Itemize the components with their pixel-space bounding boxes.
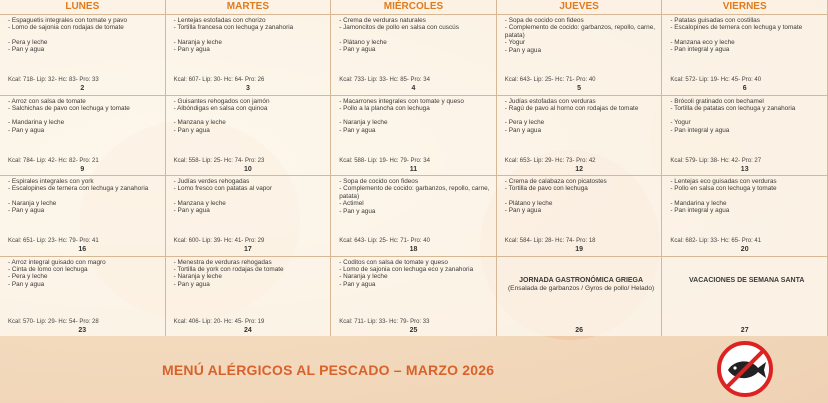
menu-item: - Manzana y leche — [173, 119, 226, 127]
menu-item: - Pan y agua — [173, 126, 210, 134]
menu-item: - Pan y agua — [8, 207, 45, 215]
menu-day-cell — [497, 256, 663, 337]
menu-item: - Mandarina y leche — [8, 119, 65, 127]
menu-title: MENÚ ALÉRGICOS AL PESCADO – MARZO 2026 — [162, 362, 495, 378]
day-header: JUEVES — [497, 0, 663, 14]
menu-item: - Escalopines de ternera con lechuga y zanahoria — [8, 185, 149, 193]
day-number: 11 — [409, 165, 418, 173]
menu-item: - Tortilla de pavo con lechuga — [504, 185, 588, 193]
menu-item: - Sopa de cocido con fideos — [504, 17, 584, 24]
day-number: 20 — [740, 246, 749, 254]
menu-item: - Pan y agua — [504, 207, 542, 215]
nutrition-info: Kcal: 579- Lip: 38- Hc: 42- Pro: 27 — [670, 157, 762, 164]
menu-day-cell — [662, 256, 828, 337]
nutrition-info: Kcal: 733- Lip: 33- Hc: 85- Pro: 34 — [339, 77, 430, 84]
day-number: 12 — [575, 165, 583, 173]
nutrition-info: Kcal: 406- Lip: 20- Hc: 45- Pro: 19 — [173, 318, 265, 325]
day-header: LUNES — [0, 0, 166, 14]
menu-day-cell — [497, 175, 663, 256]
menu-day-cell — [662, 95, 828, 176]
special-event-title: JORNADA GASTRONÓMICA GRIEGA — [519, 276, 644, 284]
menu-item: - Arroz integral guisado con magro — [8, 258, 106, 266]
menu-day-cell — [0, 95, 166, 176]
spacer — [670, 112, 823, 119]
spacer — [8, 193, 161, 200]
menu-item: - Espirales integrales con york — [8, 178, 94, 185]
menu-day-cell — [166, 256, 332, 337]
spacer — [8, 112, 161, 119]
menu-item: - Macarrones integrales con tomate y queso — [339, 97, 464, 105]
menu-item: - Tortilla de york con rodajas de tomate — [173, 265, 284, 273]
nutrition-info: Kcal: 718- Lip: 32- Hc: 83- Pro: 33 — [8, 77, 99, 84]
day-number: 9 — [80, 165, 85, 173]
nutrition-info: Kcal: 682- Lip: 33- Hc: 65- Pro: 41 — [670, 238, 762, 245]
menu-item: - Menestra de verduras rehogadas — [173, 258, 272, 266]
nutrition-info: Kcal: 653- Lip: 29- Hc: 73- Pro: 42 — [504, 157, 596, 164]
menu-item: - Plátano y leche — [339, 38, 387, 46]
menu-day-cell — [662, 175, 828, 256]
day-number: 2 — [80, 85, 85, 93]
menu-item: - Escalopines de ternera con lechuga y tomate — [670, 24, 803, 32]
nutrition-info: Kcal: 584- Lip: 28- Hc: 74- Pro: 18 — [504, 238, 596, 245]
menu-day-cell — [331, 256, 497, 337]
spacer — [174, 32, 327, 39]
menu-item: - Pan y agua — [504, 126, 542, 134]
menu-day-cell — [166, 175, 332, 256]
menu-day-cell — [166, 95, 332, 176]
menu-item: - Manzana eco y leche — [670, 38, 735, 46]
menu-item: - Pera y leche — [504, 119, 545, 127]
spacer — [505, 193, 658, 200]
menu-item: - Plátano y leche — [504, 199, 553, 207]
menu-item: - Sopa de cocido con fideos — [339, 178, 419, 185]
menu-item: - Pan integral y agua — [670, 126, 730, 134]
menu-item: - Pan y agua — [339, 280, 376, 288]
menu-item: - Judías verdes rehogadas — [173, 178, 250, 185]
day-header: MIÉRCOLES — [331, 0, 497, 14]
menu-day-cell — [0, 175, 166, 256]
menu-item: - Ragú de pavo al horno con rodajas de tomate — [504, 104, 639, 112]
menu-item: - Naranja y leche — [339, 273, 388, 281]
nutrition-info: Kcal: 572- Lip: 19- Hc: 45- Pro: 40 — [670, 77, 762, 84]
menu-item: - Yogur — [504, 39, 526, 47]
nutrition-info: Kcal: 588- Lip: 19- Hc: 79- Pro: 34 — [339, 157, 430, 164]
spacer — [505, 112, 658, 119]
menu-item: - Pera y leche — [8, 273, 48, 281]
menu-day-cell — [0, 256, 166, 337]
nutrition-info: Kcal: 651- Lip: 23- Hc: 79- Pro: 41 — [8, 238, 99, 245]
spacer — [339, 32, 492, 39]
menu-day-cell — [331, 175, 497, 256]
menu-item: - Lomo de sajonia con lechuga eco y zanahoria — [339, 265, 474, 273]
menu-item: - Manzana y leche — [173, 199, 226, 207]
spacer — [174, 193, 327, 200]
menu-item: - Lomo fresco con patatas al vapor — [173, 185, 272, 193]
menu-day-cell — [331, 14, 497, 95]
day-number: 3 — [245, 85, 250, 93]
menu-day-cell — [331, 95, 497, 176]
menu-item: - Pan y agua — [339, 126, 376, 134]
menu-day-cell — [166, 14, 332, 95]
menu-item: - Tortilla francesa con lechuga y zanahoria — [173, 24, 294, 32]
menu-item: - Lomo de sajonia con rodajas de tomate — [8, 24, 124, 32]
special-event-subtitle: (Ensalada de garbanzos / Gyros de pollo/ Helado) — [507, 284, 655, 292]
menu-item: - Actimel — [339, 200, 364, 208]
day-number: 4 — [411, 85, 416, 93]
day-number: 27 — [740, 326, 749, 334]
menu-item: - Albóndigas en salsa con quinoa — [173, 104, 268, 112]
menu-item: - Espaguetis integrales con tomate y pavo — [8, 17, 128, 24]
menu-item: - Lentejas eco guisadas con verduras — [670, 178, 777, 185]
menu-item: - Pan y agua — [173, 207, 210, 215]
nutrition-info: Kcal: 711- Lip: 33- Hc: 79- Pro: 33 — [339, 318, 430, 325]
special-event-title: VACACIONES DE SEMANA SANTA — [689, 276, 805, 284]
menu-item: - Tortilla de patatas con lechuga y zanahoria — [670, 104, 796, 112]
spacer — [670, 193, 823, 200]
nutrition-info: Kcal: 558- Lip: 25- Hc: 74- Pro: 23 — [173, 157, 265, 164]
day-number: 23 — [78, 326, 87, 334]
menu-item: - Pan y agua — [173, 46, 210, 54]
menu-item: - Lentejas estofadas con chorizo — [173, 17, 266, 24]
nutrition-info: Kcal: 784- Lip: 42- Hc: 82- Pro: 21 — [8, 157, 99, 164]
menu-item: - Pan y agua — [8, 126, 45, 134]
menu-item: - Arroz con salsa de tomate — [8, 97, 86, 105]
menu-item: - Jamoncitos de pollo en salsa con cuscús — [339, 24, 459, 32]
menu-item: - Crema de calabaza con picatostes — [504, 178, 607, 185]
menu-item: - Pan y agua — [339, 207, 376, 215]
day-number: 24 — [243, 326, 252, 334]
spacer — [339, 112, 492, 119]
menu-item: - Naranja y leche — [339, 119, 388, 127]
day-header: VIERNES — [662, 0, 828, 14]
spacer — [670, 32, 823, 39]
menu-item: - Cinta de lomo con lechuga — [8, 265, 88, 273]
menu-item: - Pan y agua — [504, 46, 542, 54]
menu-day-cell — [497, 95, 663, 176]
day-number: 6 — [742, 85, 747, 93]
day-number: 17 — [243, 246, 252, 254]
day-number: 10 — [243, 165, 252, 173]
menu-item: - Patatas guisadas con costillas — [670, 17, 760, 24]
menu-item: - Crema de verduras naturales — [339, 17, 426, 24]
menu-day-cell — [662, 14, 828, 95]
menu-item: - Pan y agua — [339, 46, 376, 54]
menu-item: - Pan y agua — [8, 280, 45, 288]
day-number: 18 — [409, 246, 418, 254]
day-number: 5 — [577, 85, 582, 93]
nutrition-info: Kcal: 643- Lip: 25- Hc: 71- Pro: 40 — [504, 77, 596, 84]
menu-item: - Naranja y leche — [173, 38, 222, 46]
menu-item: - Mandarina y leche — [670, 199, 727, 207]
menu-item: - Brócoli gratinado con bechamel — [670, 97, 764, 105]
menu-item: - Pan integral y agua — [670, 207, 730, 215]
menu-day-cell — [497, 14, 663, 95]
menu-item: - Complemento de cocido: garbanzos, repollo, carne, patata) — [504, 24, 656, 39]
menu-item: - Guisantes rehogados con jamón — [173, 97, 270, 105]
day-number: 26 — [575, 326, 583, 334]
menu-item: - Pan y agua — [173, 280, 210, 288]
day-header: MARTES — [166, 0, 332, 14]
day-number: 19 — [575, 246, 583, 254]
day-number: 13 — [740, 165, 749, 173]
nutrition-info: Kcal: 643- Lip: 25- Hc: 71- Pro: 40 — [339, 238, 430, 245]
menu-item: - Pollo en salsa con lechuga y tomate — [670, 185, 777, 193]
menu-item: - Yogur — [670, 119, 691, 127]
menu-item: - Salchichas de pavo con lechuga y tomate — [8, 104, 130, 112]
nutrition-info: Kcal: 607- Lip: 30- Hc: 64- Pro: 26 — [173, 77, 265, 84]
nutrition-info: Kcal: 570- Lip: 29- Hc: 54- Pro: 28 — [8, 318, 99, 325]
menu-day-cell — [0, 14, 166, 95]
menu-item: - Pan y agua — [8, 46, 45, 54]
menu-item: - Pan integral y agua — [670, 46, 730, 54]
spacer — [8, 32, 161, 39]
menu-item: - Complemento de cocido: garbanzos, repollo, carne, patata) — [339, 185, 490, 200]
no-fish-icon — [716, 340, 774, 398]
nutrition-info: Kcal: 600- Lip: 39- Hc: 41- Pro: 29 — [173, 238, 265, 245]
menu-item: - Judías estofadas con verduras — [504, 97, 596, 105]
menu-item: - Pera y leche — [8, 38, 48, 46]
day-number: 25 — [409, 326, 418, 334]
menu-item: - Naranja y leche — [173, 273, 222, 281]
day-number: 16 — [78, 246, 87, 254]
menu-item: - Pollo a la plancha con lechuga — [339, 104, 430, 112]
spacer — [174, 112, 327, 119]
menu-item: - Coditos con salsa de tomate y queso — [339, 258, 448, 266]
menu-item: - Naranja y leche — [8, 199, 57, 207]
